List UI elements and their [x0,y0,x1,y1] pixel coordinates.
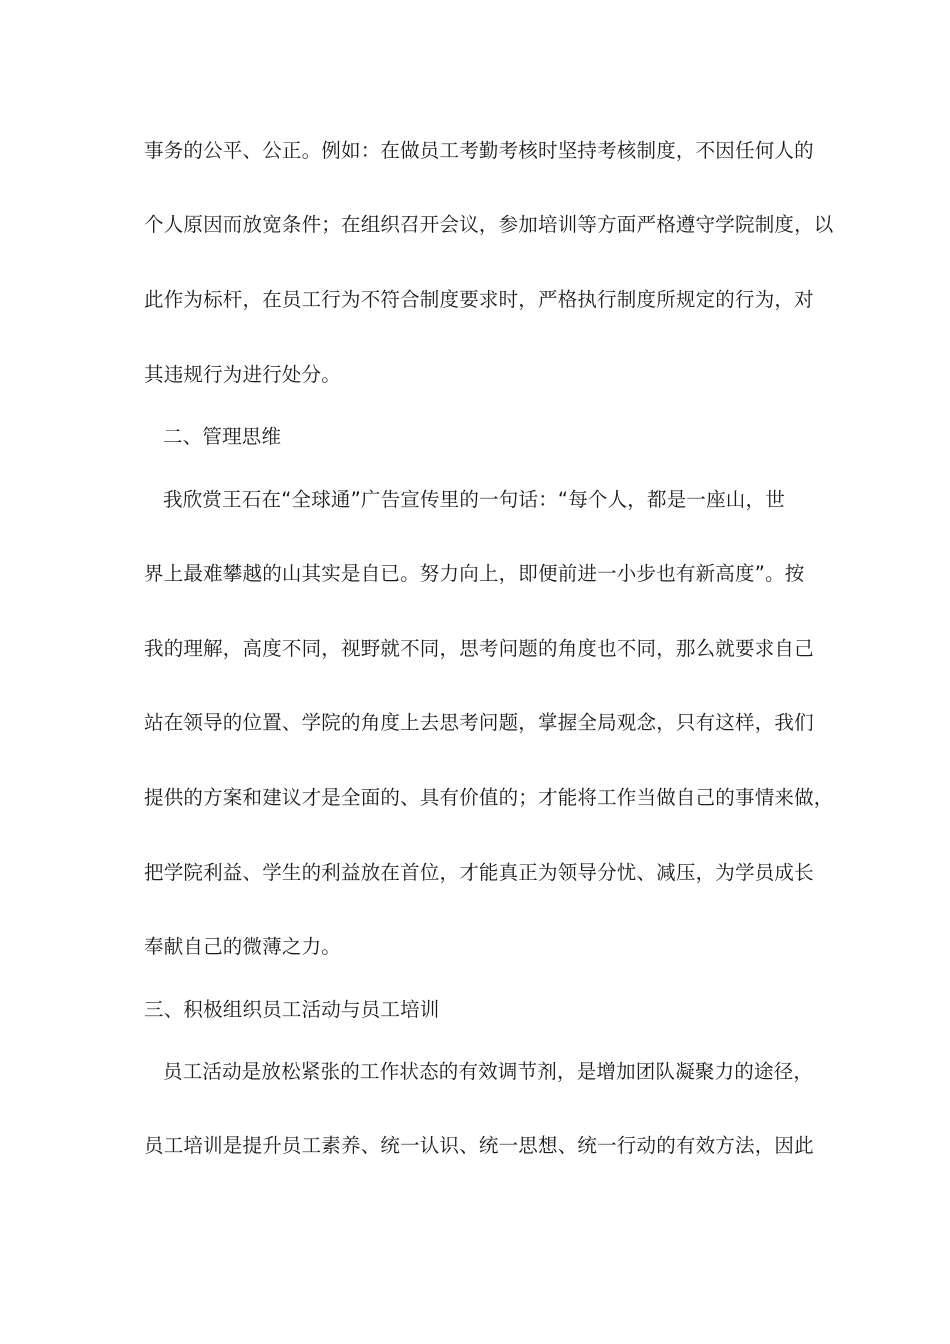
section-heading: 三、积极组织员工活动与员工培训 [144,998,440,1021]
paragraph-line: 界上最难攀越的山其实是自已。努力向上，即便前进一小步也有新高度”。按 [144,562,805,585]
paragraph-line: 事务的公平、公正。例如：在做员工考勤考核时坚持考核制度，不因任何人的 [144,139,814,162]
paragraph-line: 其违规行为进行处分。 [144,363,342,386]
paragraph-line: 员工培训是提升员工素养、统一认识、统一思想、统一行动的有效方法，因此 [144,1134,814,1157]
paragraph-line: 我欣赏王石在“全球通”广告宣传里的一句话：“每个人，都是一座山，世 [163,488,785,511]
paragraph-line: 员工活动是放松紧张的工作状态的有效调节剂，是增加团队凝聚力的途径， [163,1060,814,1083]
paragraph-line: 我的理解，高度不同，视野就不同，思考问题的角度也不同，那么就要求自己 [144,637,814,660]
paragraph-line: 把学院利益、学生的利益放在首位，才能真正为领导分忧、减压，为学员成长 [144,861,814,884]
section-heading: 二、管理思维 [163,425,282,448]
paragraph-line: 提供的方案和建议才是全面的、具有价值的；才能将工作当做自己的事情来做， [144,786,834,809]
paragraph-line: 个人原因而放宽条件；在组织召开会议，参加培训等方面严格遵守学院制度，以 [144,213,834,236]
paragraph-line: 站在领导的位置、学院的角度上去思考问题，掌握全局观念，只有这样，我们 [144,711,814,734]
paragraph-line: 奉献自己的微薄之力。 [144,935,342,958]
paragraph-line: 此作为标杆，在员工行为不符合制度要求时，严格执行制度所规定的行为，对 [144,288,814,311]
